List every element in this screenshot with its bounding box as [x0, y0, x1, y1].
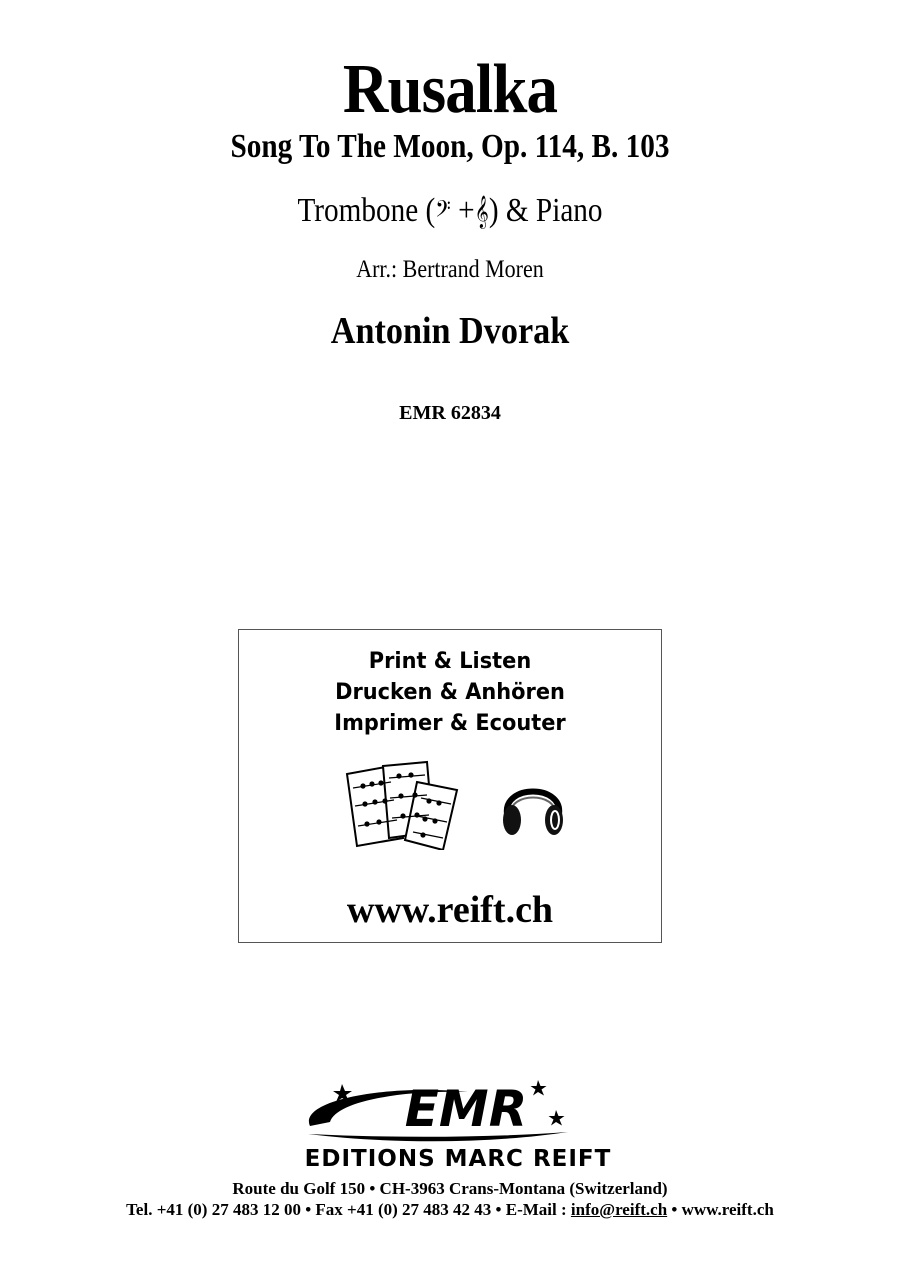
catalog-number: EMR 62834	[399, 402, 501, 424]
promo-line-german: Drucken & Anhören	[335, 680, 565, 705]
instrumentation	[63, 190, 837, 233]
instrumentation-suffix: ) & Piano	[488, 192, 603, 229]
contact-website: • www.reift.ch	[667, 1200, 774, 1219]
svg-text:EMR: EMR	[404, 1080, 528, 1138]
arranger: Arr.: Bertrand Moren	[356, 256, 544, 283]
promo-line-french: Imprimer & Ecouter	[334, 711, 566, 736]
print-listen-box	[238, 629, 662, 943]
score-title: Rusalka	[342, 51, 558, 128]
publisher-contact	[0, 1199, 900, 1221]
composer: Antonin Dvorak	[330, 310, 570, 352]
bass-clef-icon: 𝄢	[435, 195, 451, 228]
email-link[interactable]: info@reift.ch	[570, 1200, 668, 1219]
score-subtitle: Song To The Moon, Op. 114, B. 103	[230, 128, 670, 165]
emr-logo	[238, 1074, 678, 1174]
svg-text:EDITIONS MARC REIFT: EDITIONS MARC REIFT	[304, 1146, 612, 1172]
instrumentation-prefix: Trombone (	[297, 192, 436, 229]
treble-clef-icon: 𝄞	[474, 195, 489, 228]
headphones-icon	[497, 770, 569, 842]
promo-line-english: Print & Listen	[368, 649, 532, 674]
publisher-address: Route du Golf 150 • CH-3963 Crans-Montana (Switzerland)	[232, 1179, 668, 1198]
sheet-music-icon	[339, 760, 469, 850]
instrumentation-plus: +	[450, 192, 475, 229]
promo-url-link[interactable]: www.reift.ch	[346, 889, 554, 931]
contact-phone-fax: Tel. +41 (0) 27 483 12 00 • Fax +41 (0) 27 483 42 43 • E-Mail :	[126, 1200, 571, 1219]
